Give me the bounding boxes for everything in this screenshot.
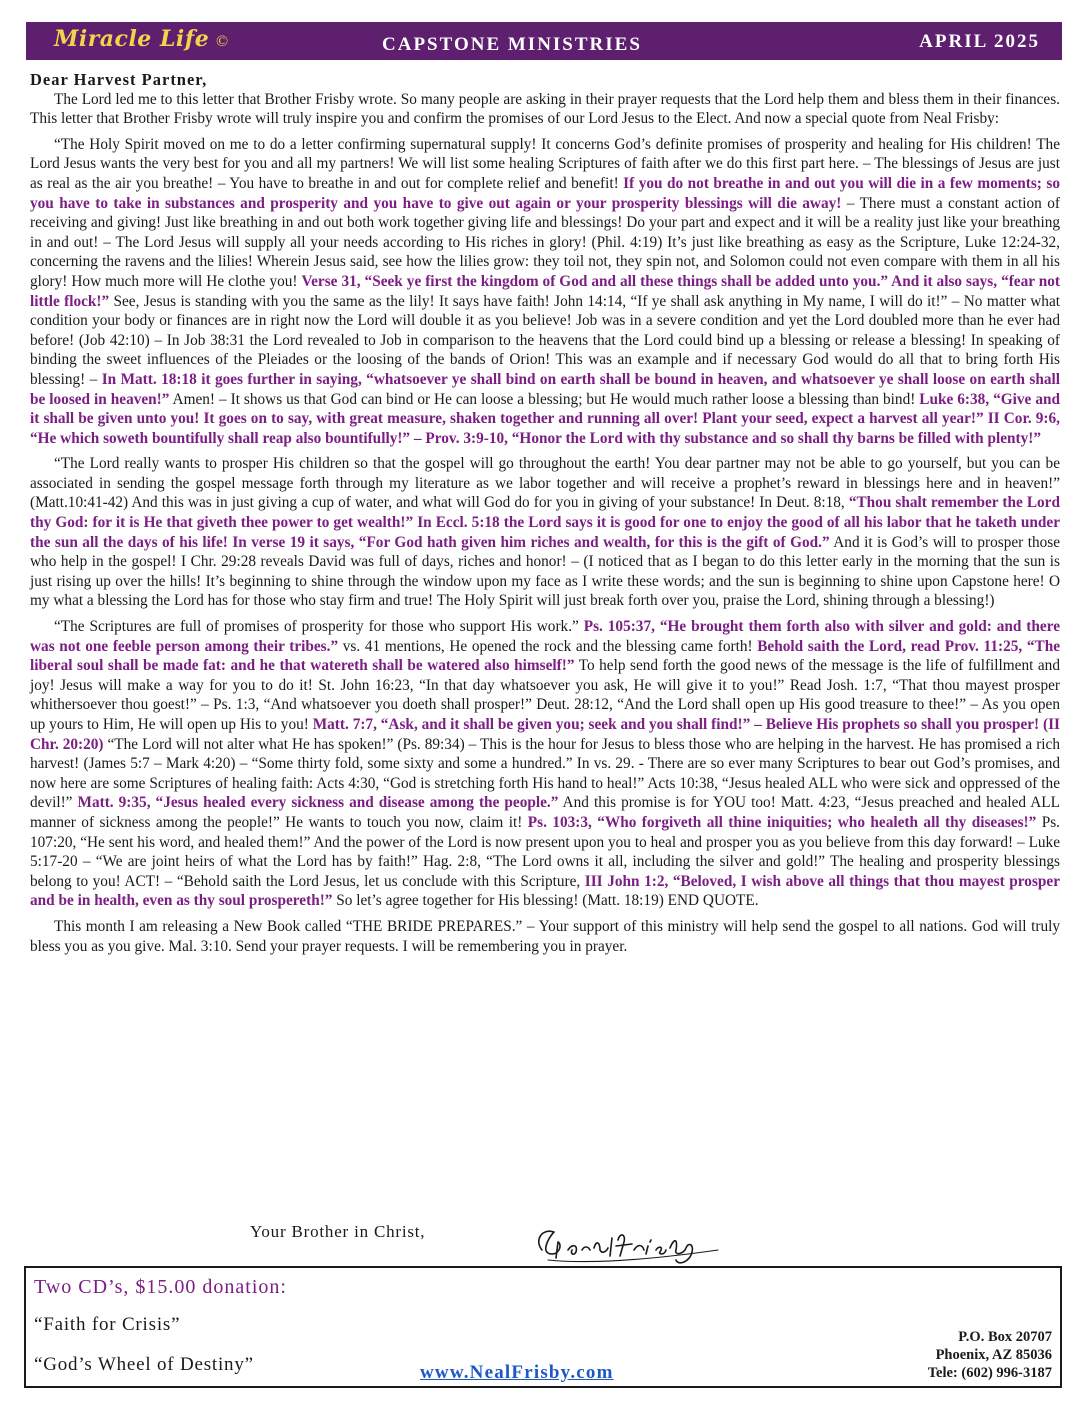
body-text: “The Holy Spirit moved on me to do a letter confirming supernatural supply! It concerns God’s definite promises of prosperity and healing for His children! The Lord Jesus wants the very best for you and all my partners! We will list some healing Scriptures of faith after we do this first part here. – The blessings of Jesus are just as real as the air you breathe! – You have to breathe in and out for complete relief and benefit! [30, 135, 1060, 192]
scripture-highlight: Ps. 105:37, “He brought them forth also with silver and gold: and there was not one feeble person among their tribes.” [30, 618, 1060, 655]
offer-box [24, 1266, 1062, 1388]
closing-paragraph: This month I am releasing a New Book called “THE BRIDE PREPARES.” – Your support of this ministry will help send the gospel to all nations. God will truly bless you as you give. Mal. 3:10. Send your prayer requests. I will be remembering you in prayer. [30, 917, 1060, 955]
scripture-highlight: Verse 31, “Seek ye first the kingdom of God and all these things shall be added unto you.” And it also says, “fear not little flock!” [30, 272, 1060, 310]
scripture-highlight: If you do not breathe in and out you will die in a few moments; so you have to take in substances and prosperity and you have to give out again or your prosperity blessings will die away! [30, 174, 1060, 212]
body-text: “The Lord really wants to prosper His children so that the gospel will go throughout the earth! You dear partner may not be able to go yourself, but you can be associated in sending the gospel message forth through my literature as we labor together and will receive a prophet’s reward in blessings here and in heaven!” (Matt.10:41-42) And this was in just giving a cup of water, and what will God do for you in giving of your substance! In Deut. 8:18, [30, 455, 1060, 512]
offer-item: “God’s Wheel of Destiny” [34, 1354, 254, 1375]
body-text: To help send forth the good news of the message is the life of fulfillment and joy! Jesus will make a way for you to do it! St. John 16:23, “In that day whatsoever you ask, He will give it to you!” Read Josh. 1:7, “That thou mayest prosper whithersoever thou goest!” – Ps. 1:3, “And whatsoever you doeth shall prosper!” Deut. 28:12, “And the Lord shall open up His good treasure to thee!” – As you open up yours to Him, He will open up His to you! [30, 657, 1060, 733]
body-text: See, Jesus is standing with you the same as the lily! It says have faith! John 14:14, “If ye shall ask anything in My name, I will do it!” – No matter what condition your body or finances are in right now the Lord will double it as you believe! Job was in a severe condition and yet the Lord doubled more than he ever had before! (Job 42:10) – In Job 38:31 the Lord revealed to Job in comparison to the heavens that the Lord could bind up a blessing or release a blessing! In speaking of binding the sweet influences of the Pleiades or the loosing of the bands of Orion! This was an example and if necessary God would do all that to bring forth His blessing! – [30, 292, 1060, 388]
body-text: vs. 41 mentions, He opened the rock and the blessing came forth! [338, 637, 758, 655]
city-state: Phoenix, AZ 85036 [935, 1347, 1052, 1363]
ministry-name: CAPSTONE MINISTRIES [382, 34, 642, 55]
scripture-highlight: Ps. 103:3, “Who forgiveth all thine iniquities; who healeth all thy diseases!” [527, 813, 1037, 831]
scripture-highlight: Luke 6:38, “Give and it shall be given unto you! It goes on to say, with great measure, shaken together and running all over! Plant your seed, expect a harvest all year!” II Cor. 9:6, “He which soweth bountifully shall reap also bountifully!” – Prov. 3:9-10, “Honor the Lord with thy substance and so shall thy barns be filled with plenty!” [30, 390, 1060, 447]
quote-paragraph-2 [30, 454, 1060, 611]
intro-paragraph: The Lord led me to this letter that Brother Frisby wrote. So many people are asking in their prayer requests that the Lord help them and bless them in their finances. This letter that Brother Frisby wrote will truly inspire you and confirm the promises of our Lord Jesus to the Elect. And now a special quote from Neal Frisby: [30, 90, 1060, 128]
offer-title: Two CD’s, $15.00 donation: [34, 1276, 287, 1298]
salutation: Dear Harvest Partner, [30, 70, 208, 89]
masthead-band [26, 22, 1062, 60]
quote-paragraph-1 [30, 135, 1060, 449]
quote-paragraph-3 [30, 617, 1060, 911]
body-text: And it is God’s will to prosper those who help in the gospel! I Chr. 29:28 reveals David was full of days, riches and honor! – (I noticed that as I began to do this letter early in the morning that the sun is just rising up over the hills! It’s beginning to shine through the window upon my face as I write these words; and the sun is beginning to shine upon Capstone here! O my what a blessing the Lord has for those who stay firm and true! The Holy Spirit will just break forth over you, praise the Lord, shining through a blessing!) [30, 533, 1060, 610]
scripture-highlight: Behold saith the Lord, read Prov. 11:25, “The liberal soul shall be made fat: and he that watereth shall be watered also himself!” [30, 637, 1060, 675]
scripture-highlight: “Thou shalt remember the Lord thy God: for it is He that giveth thee power to get wealth!” In Eccl. 5:18 the Lord says it is good for one to enjoy the good of all his labor that he taketh under the sun all the days of his life! In verse 19 it says, “For God hath given him riches and wealth, for this is the gift of God.” [30, 494, 1060, 551]
body-text: And this promise is for YOU too! Matt. 4:23, “Jesus preached and healed ALL manner of sickness among the people!” He wants to touch you now, claim it! [30, 794, 1060, 831]
scripture-highlight: In Matt. 18:18 it goes further in saying, “whatsoever ye shall bind on earth shall be bound in heaven, and whatsoever ye shall loose on earth shall be loosed in heaven!” [30, 370, 1060, 408]
body-text: Amen! – It shows us that God can bind or He can loose a blessing; but He would much rather loose a blessing than bind! [169, 390, 920, 408]
copyright-symbol: © [216, 33, 229, 50]
signature-image [528, 1220, 728, 1268]
body-text: “The Scriptures are full of promises of prosperity for those who support His work.” [54, 618, 584, 636]
issue-date: APRIL 2025 [919, 31, 1040, 52]
closing-line: Your Brother in Christ, [250, 1222, 426, 1241]
body-text: “The Lord will not alter what He has spoken!” (Ps. 89:34) – This is the hour for Jesus to bless those who are helping in the harvest. He has promised a rich harvest! (James 5:7 – Mark 4:20) – “Some thirty fold, some sixty and some a hundred.” In vs. 29. - There are so ever many Scriptures to bear out God’s promises, and now here are some Scriptures of healing faith: Acts 4:30, “God is stretching forth His hand to heal!” Acts 10:38, “Jesus healed ALL who were sick and oppressed of the devil!” [30, 735, 1060, 812]
letter-body [30, 70, 1060, 962]
scripture-highlight: III John 1:2, “Beloved, I wish above all things that thou mayest prosper and be in health, even as thy soul prospereth!” [30, 872, 1060, 910]
phone-number: Tele: (602) 996-3187 [927, 1365, 1052, 1381]
body-text: So let’s agree together for His blessing! (Matt. 18:19) END QUOTE. [332, 892, 759, 910]
scripture-highlight: Matt. 9:35, “Jesus healed every sickness and disease among the people.” [77, 794, 559, 812]
mailing-address [928, 1328, 1052, 1382]
offer-item: “Faith for Crisis” [34, 1314, 181, 1335]
scripture-highlight: Matt. 7:7, “Ask, and it shall be given you; seek and you shall find!” – Believe His prophets so shall you prosper! (II Chr. 20:20) [30, 716, 1060, 753]
brand-logo: Miracle Life [54, 26, 210, 52]
website-link[interactable]: www.NealFrisby.com [420, 1362, 614, 1383]
body-text: – There must a constant action of receiving and giving! Just like breathing in and out both work together giving life and blessings! Do your part and expect and it will be a reality just like your breathing in and out! – The Lord Jesus will supply all your needs according to His riches in glory! (Phil. 4:19) It’s just like breathing as easy as the Scripture, Luke 12:24-32, concerning the ravens and the lilies! Wherein Jesus said, see how the lilies grow: they toil not, they spin not, and Solomon could not even compare with them in all his glory! How much more will He clothe you! [30, 194, 1060, 290]
body-text: Ps. 107:20, “He sent his word, and healed them!” And the power of the Lord is now present upon you to heal and prosper you as you believe from this day forward! – Luke 5:17-20 – “We are joint heirs of what the Lord has by faith!” Hag. 2:8, “The Lord owns it all, including the silver and gold!” The healing and prosperity blessings belong to you! ACT! – “Behold saith the Lord Jesus, let us conclude with this Scripture, [30, 813, 1061, 890]
po-box: P.O. Box 20707 [958, 1329, 1052, 1345]
